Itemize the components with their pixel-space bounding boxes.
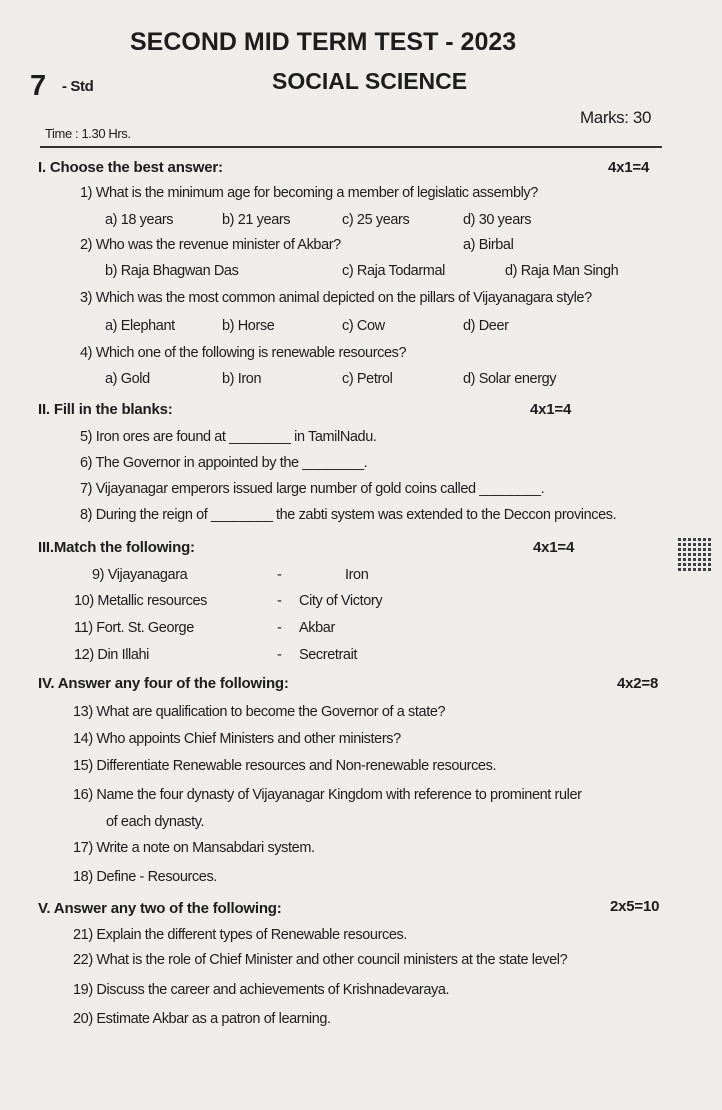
option: a) 18 years [105,212,174,228]
question: 21) Explain the different types of Renewable resources. [73,927,407,943]
subject-title: SOCIAL SCIENCE [272,68,468,94]
question: 20) Estimate Akbar as a patron of learning. [73,1011,331,1027]
option: d) Solar energy [463,371,557,387]
question: 13) What are qualification to become the Governor of a state? [73,704,446,720]
section-marks: 4x1=4 [530,401,572,418]
match-left: 9) Vijayanagara [92,567,188,583]
question-continuation: of each dynasty. [106,814,205,830]
match-right: Secretrait [299,647,358,663]
option: b) Raja Bhagwan Das [105,263,239,279]
qr-code [678,538,711,571]
match-dash: - [277,567,282,583]
option: a) Birbal [463,237,514,253]
option: c) 25 years [342,212,410,228]
question: 19) Discuss the career and achievements of Krishnadevaraya. [73,982,450,998]
question: 7) Vijayanagar emperors issued large number of gold coins called ________. [80,481,545,497]
option: d) Raja Man Singh [505,263,619,279]
question: 15) Differentiate Renewable resources and Non-renewable resources. [73,758,497,774]
question: 2) Who was the revenue minister of Akbar? [80,237,341,253]
question: 16) Name the four dynasty of Vijayanagar Kingdom with reference to prominent ruler [73,787,582,803]
section-heading: V. Answer any two of the following: [38,900,282,917]
option: a) Gold [105,371,150,387]
section-marks: 4x2=8 [617,675,659,692]
question: 18) Define - Resources. [73,869,217,885]
option: c) Raja Todarmal [342,263,445,279]
section-heading: II. Fill in the blanks: [38,401,173,418]
option: a) Elephant [105,318,175,334]
question: 22) What is the role of Chief Minister and other council ministers at the state level? [73,952,568,968]
exam-title: SECOND MID TERM TEST - 2023 [130,28,517,56]
match-left: 12) Din Illahi [74,647,149,663]
match-left: 10) Metallic resources [74,593,208,609]
section-marks: 4x1=4 [533,539,575,556]
option: b) 21 years [222,212,291,228]
section-marks: 4x1=4 [608,159,650,176]
option: d) 30 years [463,212,532,228]
marks-total: Marks: 30 [580,108,652,127]
match-right: Iron [345,567,369,583]
match-left: 11) Fort. St. George [74,620,194,636]
question: 17) Write a note on Mansabdari system. [73,840,315,856]
question: 6) The Governor in appointed by the ________. [80,455,368,471]
section-marks: 2x5=10 [610,898,660,915]
match-right: Akbar [299,620,335,636]
std-number: 7 [30,70,46,102]
question: 5) Iron ores are found at ________ in TamilNadu. [80,429,377,445]
question: 3) Which was the most common animal depicted on the pillars of Vijayanagara style? [80,290,592,306]
option: b) Horse [222,318,275,334]
option: c) Petrol [342,371,393,387]
section-heading: IV. Answer any four of the following: [38,675,289,692]
section-heading: I. Choose the best answer: [38,159,223,176]
question: 14) Who appoints Chief Ministers and other ministers? [73,731,401,747]
question: 8) During the reign of ________ the zabti system was extended to the Deccon provinces. [80,507,617,523]
option: b) Iron [222,371,262,387]
match-right: City of Victory [299,593,383,609]
match-dash: - [277,593,282,609]
option: d) Deer [463,318,509,334]
match-dash: - [277,620,282,636]
question: 1) What is the minimum age for becoming a member of legislatic assembly? [80,185,538,201]
section-heading: III.Match the following: [38,539,195,556]
std-label: - Std [62,78,94,95]
exam-time: Time : 1.30 Hrs. [45,126,131,141]
header-divider [40,146,662,148]
option: c) Cow [342,318,385,334]
match-dash: - [277,647,282,663]
question: 4) Which one of the following is renewable resources? [80,345,407,361]
